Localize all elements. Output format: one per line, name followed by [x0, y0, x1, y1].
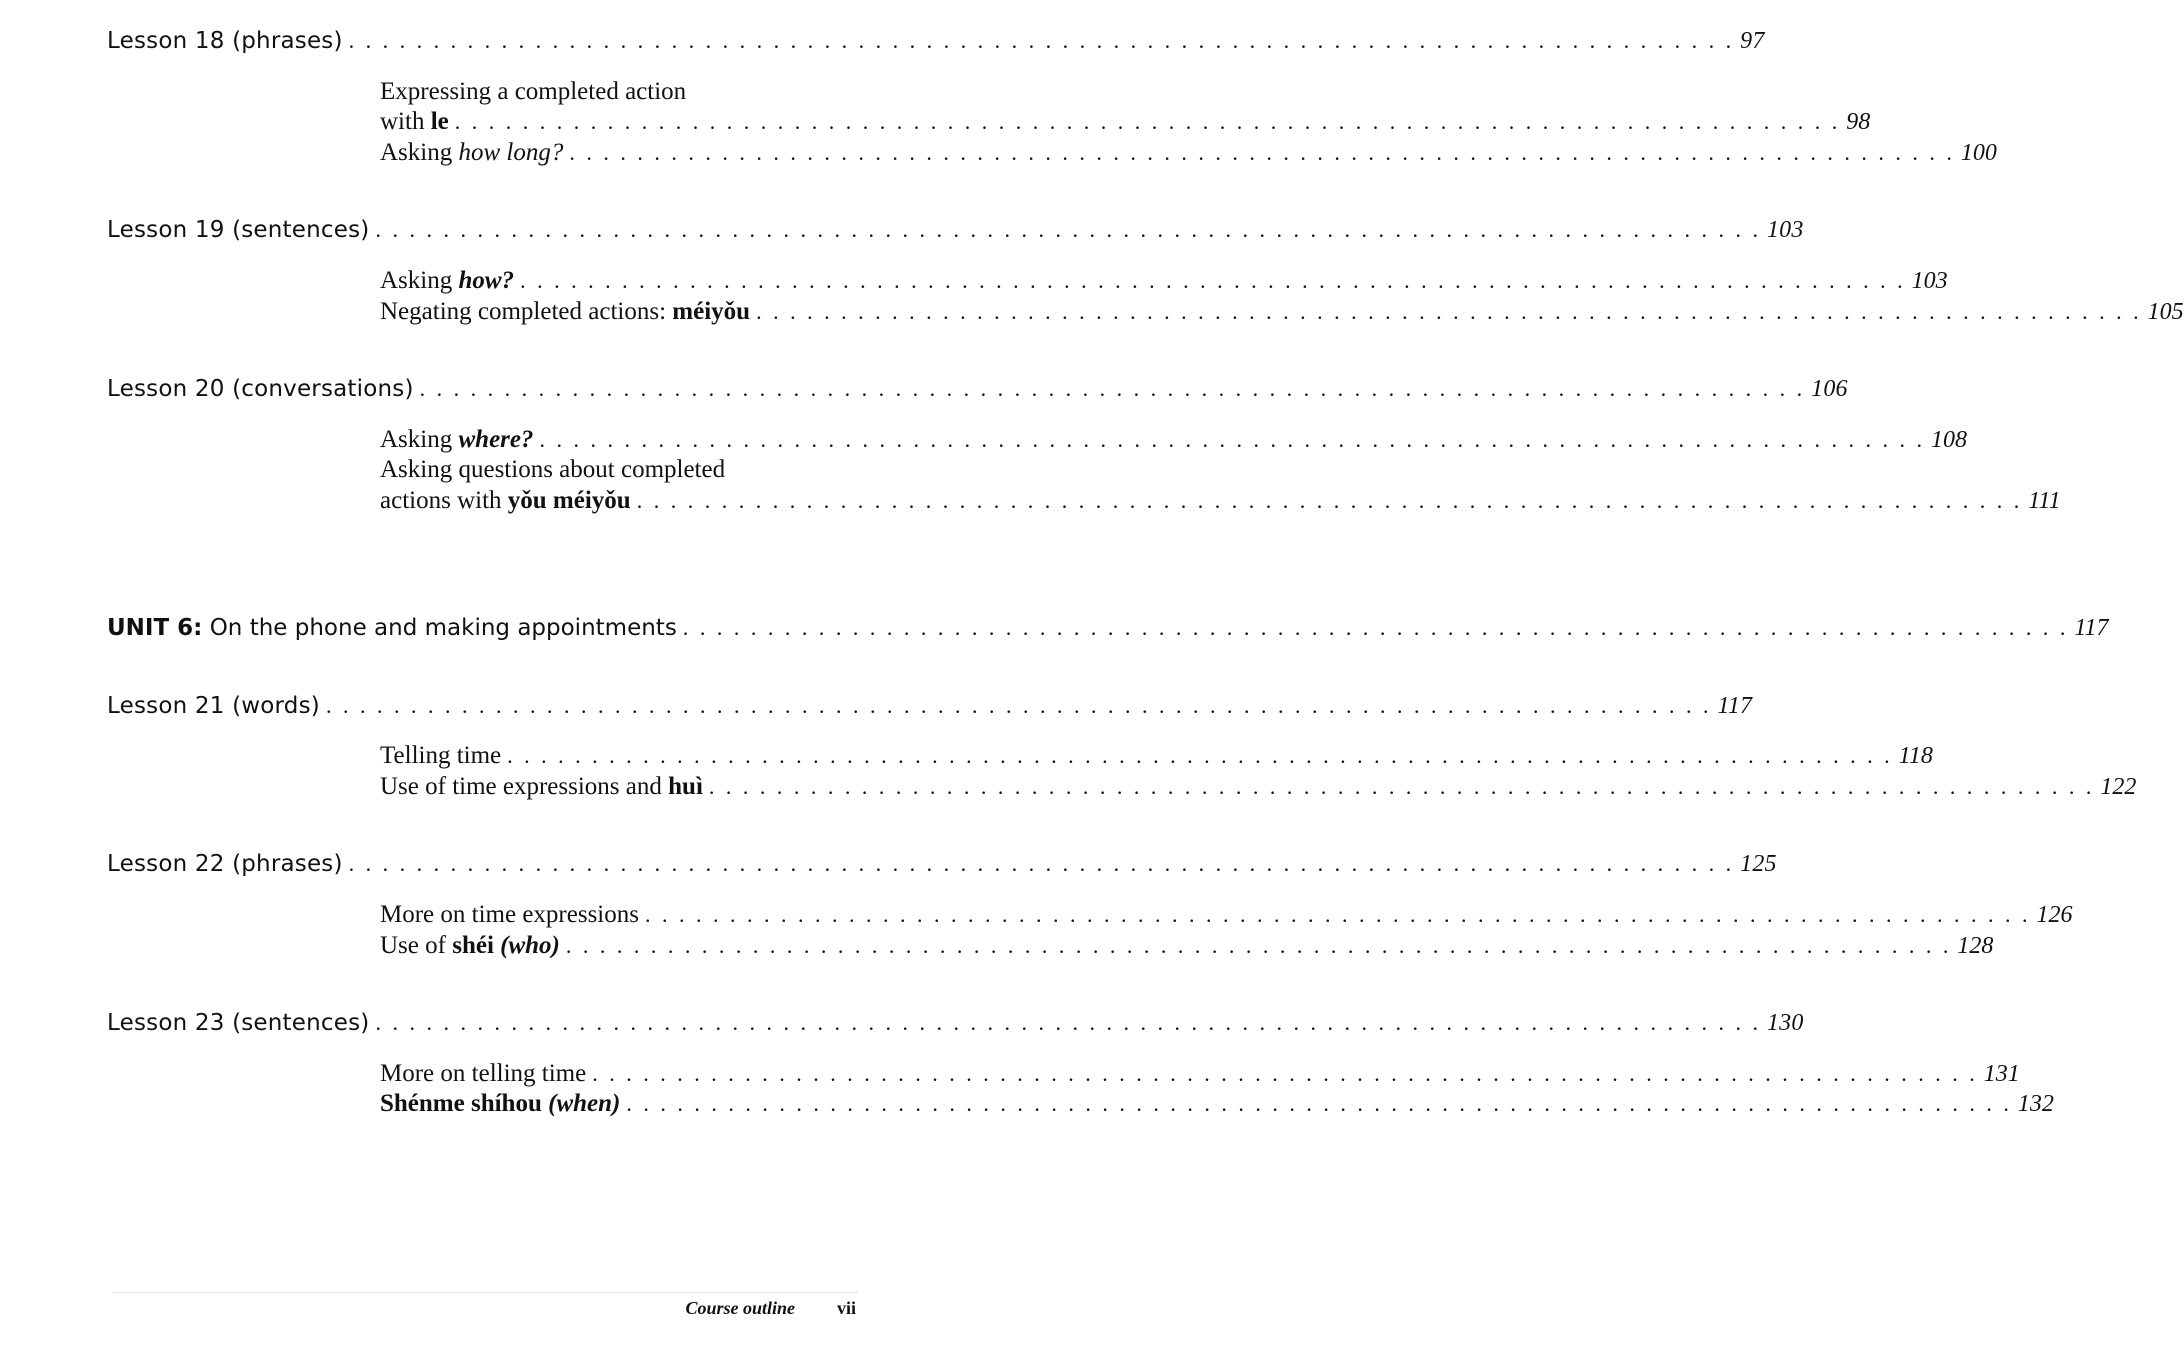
page-number: 118 [1898, 743, 1933, 769]
subentry-text: Asking how long? [380, 139, 564, 166]
page-number: 97 [1740, 28, 1765, 54]
page-number: 132 [2017, 1091, 2054, 1117]
dot-leader: . . . . . . . . . . . . . . . . . . . . . . . . . . . . . . . . . . . . . . . . . . . . . . . . . . . . . . . . . . . . . . . . . . . . . . . . . . . . . . . . . . [348, 851, 1735, 876]
dot-leader: . . . . . . . . . . . . . . . . . . . . . . . . . . . . . . . . . . . . . . . . . . . . . . . . . . . . . . . . . . . . . . . . . . . . . . . . . . . . . . . . . . [325, 693, 1712, 718]
subentry-text: Negating completed actions: méiyǒu [380, 298, 751, 325]
dot-leader: . . . . . . . . . . . . . . . . . . . . . . . . . . . . . . . . . . . . . . . . . . . . . . . . . . . . . . . . . . . . . . . . . . . . . . . . . . . . . . . . . . [592, 1061, 1978, 1086]
toc-subentry-telling-time[interactable] [380, 742, 1933, 770]
page-number: 128 [1957, 933, 1994, 959]
dot-leader: . . . . . . . . . . . . . . . . . . . . . . . . . . . . . . . . . . . . . . . . . . . . . . . . . . . . . . . . . . . . . . . . . . . . . . . . . . . . . . . . . . [569, 140, 1955, 165]
subentry-text: Telling time [380, 742, 502, 769]
lesson-title: Lesson 21 (words) [107, 693, 320, 719]
dot-leader: . . . . . . . . . . . . . . . . . . . . . . . . . . . . . . . . . . . . . . . . . . . . . . . . . . . . . . . . . . . . . . . . . . . . . . . . . . . . . . . . . . [419, 376, 1806, 401]
page-number: 105 [2147, 299, 2184, 325]
page-number: 108 [1930, 427, 1967, 453]
lesson-title: Lesson 18 (phrases) [107, 28, 343, 54]
page-footer [685, 1298, 856, 1319]
subentry-text: Asking where? [380, 426, 534, 453]
footer-divider [112, 1292, 857, 1293]
lesson-title: Lesson 19 (sentences) [107, 217, 370, 243]
dot-leader: . . . . . . . . . . . . . . . . . . . . . . . . . . . . . . . . . . . . . . . . . . . . . . . . . . . . . . . . . . . . . . . . . . . . . . . . . . . . . . . . . . [565, 933, 1952, 958]
dot-leader: . . . . . . . . . . . . . . . . . . . . . . . . . . . . . . . . . . . . . . . . . . . . . . . . . . . . . . . . . . . . . . . . . . . . . . . . . . . . . . . . . . [348, 28, 1735, 53]
page-number: 131 [1983, 1061, 2020, 1087]
page-number: 117 [1717, 693, 1753, 719]
toc-subentry-shenme-shihou[interactable] [380, 1090, 2054, 1118]
dot-leader: . . . . . . . . . . . . . . . . . . . . . . . . . . . . . . . . . . . . . . . . . . . . . . . . . . . . . . . . . . . . . . . . . . . . . . . . . . . . . . . . . . [708, 774, 2095, 799]
unit-title: UNIT 6: On the phone and making appointments [107, 615, 677, 641]
page-number: 122 [2100, 774, 2137, 800]
subentry-text: More on telling time [380, 1060, 587, 1087]
dot-leader: . . . . . . . . . . . . . . . . . . . . . . . . . . . . . . . . . . . . . . . . . . . . . . . . . . . . . . . . . . . . . . . . . . . . . . . . . . . . . . . . . . [520, 268, 1906, 293]
toc-entry-unit-6[interactable] [107, 615, 2109, 642]
subentry-text: actions with yǒu méiyǒu [380, 487, 631, 514]
lesson-title: Lesson 23 (sentences) [107, 1010, 370, 1036]
toc-entry-lesson-20[interactable] [107, 376, 1848, 403]
dot-leader: . . . . . . . . . . . . . . . . . . . . . . . . . . . . . . . . . . . . . . . . . . . . . . . . . . . . . . . . . . . . . . . . . . . . . . . . . . . . . . . . . . [539, 427, 1925, 452]
dot-leader: . . . . . . . . . . . . . . . . . . . . . . . . . . . . . . . . . . . . . . . . . . . . . . . . . . . . . . . . . . . . . . . . . . . . . . . . . . . . . . . . . . [756, 299, 2142, 324]
subentry-text: Asking how? [380, 267, 515, 294]
subentry-text: Shénme shíhou (when) [380, 1090, 621, 1117]
toc-subentry-completed-action[interactable] [380, 108, 1871, 136]
page-number: 103 [1766, 217, 1804, 243]
toc-subentry-where[interactable] [380, 426, 1967, 454]
toc-subentry-how[interactable] [380, 267, 1948, 295]
dot-leader: . . . . . . . . . . . . . . . . . . . . . . . . . . . . . . . . . . . . . . . . . . . . . . . . . . . . . . . . . . . . . . . . . . . . . . . . . . . . . . . . . . [375, 217, 1761, 242]
toc-entry-lesson-21[interactable] [107, 693, 1753, 720]
toc-subentry-line [380, 78, 686, 106]
toc-subentry-line [380, 456, 725, 484]
subentry-text: Asking questions about completed [380, 456, 726, 483]
toc-entry-lesson-18[interactable] [107, 28, 1765, 55]
lesson-title: Lesson 20 (conversations) [107, 376, 414, 402]
page-number: 98 [1846, 109, 1871, 135]
page-number: 130 [1766, 1010, 1804, 1036]
subentry-text: Use of shéi (who) [380, 932, 560, 959]
subentry-text: with le [380, 108, 449, 135]
dot-leader: . . . . . . . . . . . . . . . . . . . . . . . . . . . . . . . . . . . . . . . . . . . . . . . . . . . . . . . . . . . . . . . . . . . . . . . . . . . . . . . . . . [454, 109, 1841, 134]
toc-subentry-time-expressions-hui[interactable] [380, 773, 2137, 801]
page-number: 106 [1811, 376, 1848, 402]
toc-entry-lesson-23[interactable] [107, 1010, 1804, 1037]
toc-subentry-negating[interactable] [380, 298, 2184, 326]
subentry-text: Expressing a completed action [380, 78, 687, 105]
toc-entry-lesson-19[interactable] [107, 217, 1804, 244]
toc-subentry-shei[interactable] [380, 932, 1994, 960]
page-number: 125 [1740, 851, 1777, 877]
dot-leader: . . . . . . . . . . . . . . . . . . . . . . . . . . . . . . . . . . . . . . . . . . . . . . . . . . . . . . . . . . . . . . . . . . . . . . . . . . . . . . . . . . [507, 743, 1893, 768]
page-number: 100 [1960, 140, 1997, 166]
subentry-text: More on time expressions [380, 901, 639, 928]
subentry-text: Use of time expressions and huì [380, 773, 703, 800]
page-number: 111 [2028, 488, 2061, 514]
dot-leader: . . . . . . . . . . . . . . . . . . . . . . . . . . . . . . . . . . . . . . . . . . . . . . . . . . . . . . . . . . . . . . . . . . . . . . . . . . . . . . . . . . [682, 615, 2069, 640]
dot-leader: . . . . . . . . . . . . . . . . . . . . . . . . . . . . . . . . . . . . . . . . . . . . . . . . . . . . . . . . . . . . . . . . . . . . . . . . . . . . . . . . . . [375, 1010, 1761, 1035]
toc-entry-lesson-22[interactable] [107, 851, 1777, 878]
toc-subentry-you-meiyou[interactable] [380, 487, 2061, 515]
footer-page-number: vii [836, 1298, 856, 1318]
page-number: 103 [1911, 268, 1948, 294]
dot-leader: . . . . . . . . . . . . . . . . . . . . . . . . . . . . . . . . . . . . . . . . . . . . . . . . . . . . . . . . . . . . . . . . . . . . . . . . . . . . . . . . . . [626, 1091, 2012, 1116]
dot-leader: . . . . . . . . . . . . . . . . . . . . . . . . . . . . . . . . . . . . . . . . . . . . . . . . . . . . . . . . . . . . . . . . . . . . . . . . . . . . . . . . . . [644, 902, 2031, 927]
page-number: 117 [2074, 615, 2109, 641]
lesson-title: Lesson 22 (phrases) [107, 851, 343, 877]
footer-title: Course outline [685, 1298, 795, 1318]
page-number: 126 [2036, 902, 2073, 928]
toc-subentry-more-telling-time[interactable] [380, 1060, 2020, 1088]
dot-leader: . . . . . . . . . . . . . . . . . . . . . . . . . . . . . . . . . . . . . . . . . . . . . . . . . . . . . . . . . . . . . . . . . . . . . . . . . . . . . . . . . . [636, 488, 2023, 513]
toc-subentry-more-time-expressions[interactable] [380, 901, 2073, 929]
toc-subentry-how-long[interactable] [380, 139, 1997, 167]
